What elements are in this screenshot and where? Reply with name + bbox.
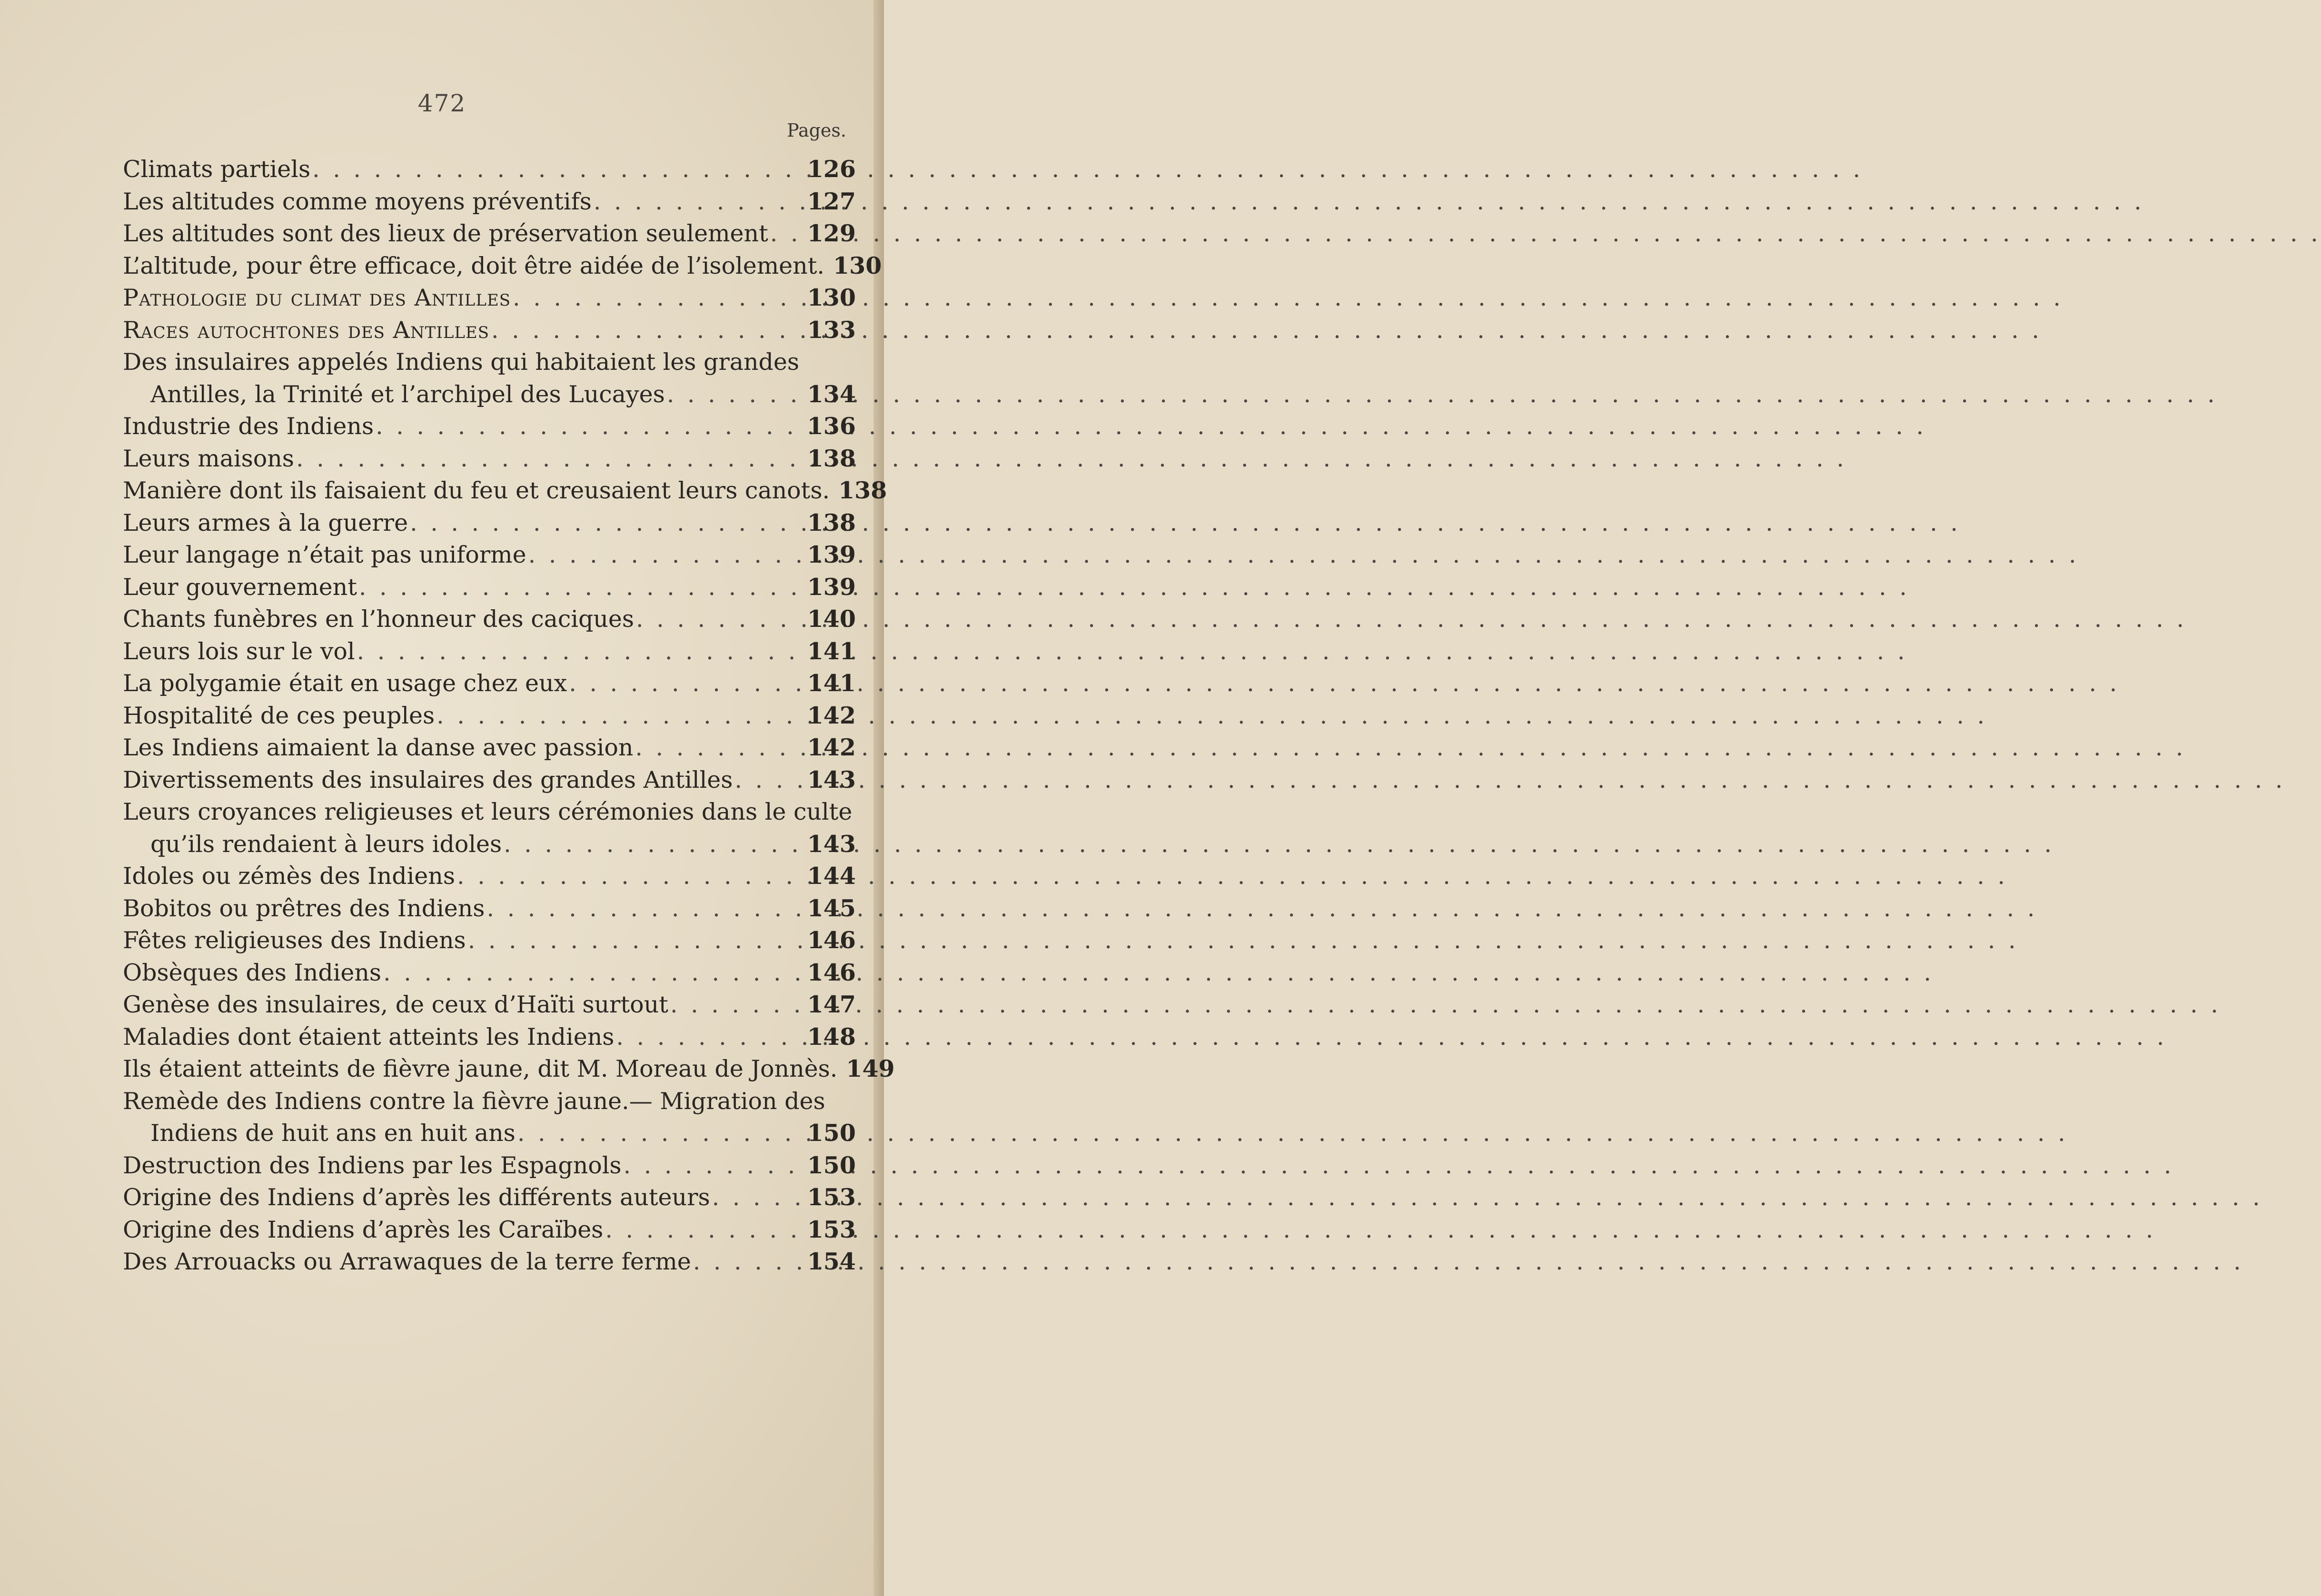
entry-page: 148	[807, 1022, 856, 1051]
toc-entry	[123, 860, 856, 892]
entry-title: Climats partiels	[123, 156, 311, 183]
toc-entry	[123, 507, 856, 539]
toc-entry	[123, 1246, 856, 1278]
entry-title: Leur langage n’était pas uniforme	[123, 541, 526, 568]
dot-leader	[594, 186, 801, 218]
entry-title: Leur gouvernement	[123, 573, 357, 601]
entry-title: Les Indiens aimaient la danse avec passion	[123, 734, 634, 761]
entry-title: Ils étaient atteints de fièvre jaune, dit M. Moreau de Jonnès.	[123, 1055, 838, 1082]
entry-page: 136	[807, 412, 856, 440]
entry-page: 130	[833, 251, 882, 279]
entry-page: 144	[807, 862, 856, 890]
entry-title-line-1: Leurs croyances religieuses et leurs cérémonies dans le culte	[123, 798, 853, 825]
entry-page: 150	[807, 1119, 856, 1147]
dot-leader	[383, 957, 801, 989]
entry-page: 140	[807, 605, 856, 633]
toc-entry	[123, 539, 856, 571]
entry-title: Les altitudes sont des lieux de préservation seulement	[123, 220, 768, 247]
toc-entry	[123, 153, 856, 186]
dot-leader	[636, 603, 801, 635]
entry-page: 142	[807, 734, 856, 761]
table-of-contents	[123, 153, 895, 1278]
toc-entry	[123, 250, 882, 282]
entry-page: 153	[807, 1215, 856, 1243]
entry-page: 142	[807, 701, 856, 729]
dot-leader	[410, 507, 801, 539]
entry-title: Destruction des Indiens par les Espagnols	[123, 1151, 622, 1179]
entry-title: Idoles ou zémès des Indiens	[123, 862, 455, 890]
toc-entry	[123, 1181, 856, 1214]
entry-title: Origine des Indiens d’après les différents auteurs	[123, 1184, 710, 1211]
dot-leader	[667, 378, 801, 411]
dot-leader	[734, 764, 800, 796]
entry-page: 143	[807, 765, 856, 793]
entry-title: Hospitalité de ces peuples	[123, 702, 435, 729]
entry-title: Bobitos ou prêtres des Indiens	[123, 894, 485, 922]
entry-title: Divertissements des insulaires des grandes Antilles	[123, 766, 733, 793]
entry-title: Fêtes religieuses des Indiens	[123, 927, 466, 954]
toc-entry	[123, 603, 856, 635]
toc-entry	[123, 957, 856, 989]
dot-leader	[528, 539, 801, 571]
entry-page: 149	[846, 1055, 895, 1082]
entry-page: 134	[807, 380, 856, 408]
entry-page: 141	[807, 669, 856, 697]
toc-entry	[123, 700, 856, 732]
toc-entry	[123, 989, 856, 1021]
entry-page: 154	[807, 1248, 856, 1275]
entry-page: 147	[807, 991, 856, 1018]
toc-entry	[123, 346, 856, 410]
toc-entry	[123, 1085, 856, 1150]
dot-leader	[635, 732, 800, 764]
entry-title: Maladies dont étaient atteints les Indiens	[123, 1023, 615, 1051]
entry-title: Manière dont ils faisaient du feu et creusaient leurs canots.	[123, 477, 830, 504]
entry-title: La polygamie était en usage chez eux	[123, 670, 567, 697]
toc-entry	[123, 1214, 856, 1246]
entry-page: 146	[807, 926, 856, 954]
dot-leader	[693, 1246, 801, 1278]
dot-leader	[312, 153, 801, 186]
dot-leader	[624, 1150, 801, 1182]
dot-leader	[486, 892, 800, 925]
entry-title-line-1: Des insulaires appelés Indiens qui habitaient les grandes	[123, 348, 800, 376]
entry-title: L’altitude, pour être efficace, doit être aidée de l’isolement.	[123, 252, 824, 279]
entry-page: 141	[807, 637, 856, 665]
entry-page: 138	[807, 444, 856, 472]
toc-entry	[123, 796, 856, 860]
entry-title: Leurs lois sur le vol	[123, 637, 355, 665]
toc-entry	[123, 443, 856, 475]
toc-entry	[123, 635, 856, 668]
dot-leader	[616, 1021, 800, 1053]
toc-entry	[123, 924, 856, 957]
entry-title: Leurs maisons	[123, 445, 294, 472]
entry-page: 129	[807, 219, 856, 247]
page-number: 472	[417, 89, 466, 117]
toc-entry	[123, 475, 887, 507]
pages-column-label: Pages.	[787, 120, 846, 141]
entry-title: Chants funèbres en l’honneur des caciques	[123, 605, 635, 633]
toc-entry	[123, 1150, 856, 1182]
dot-leader	[513, 282, 801, 314]
entry-title: Indiens de huit ans en huit ans	[150, 1120, 516, 1147]
toc-entry	[123, 1021, 856, 1053]
book-page	[0, 0, 895, 1596]
toc-entry	[123, 764, 856, 796]
dot-leader	[504, 828, 801, 861]
toc-entry	[123, 667, 856, 700]
toc-entry	[123, 314, 856, 347]
entry-page: 127	[807, 187, 856, 215]
entry-title: Antilles, la Trinité et l’archipel des Lucayes	[150, 380, 665, 408]
toc-entry	[123, 732, 856, 764]
entry-title: qu’ils rendaient à leurs idoles	[150, 830, 502, 858]
dot-leader	[670, 989, 801, 1021]
entry-page: 143	[807, 830, 856, 858]
entry-title: Origine des Indiens d’après les Caraïbes	[123, 1216, 604, 1243]
entry-page: 133	[807, 316, 856, 344]
entry-title: Les altitudes comme moyens préventifs	[123, 188, 592, 215]
entry-page: 138	[838, 476, 887, 504]
entry-page: 146	[807, 958, 856, 986]
entry-page: 138	[807, 508, 856, 536]
dot-leader	[517, 1117, 801, 1150]
toc-entry	[123, 571, 856, 604]
entry-page: 150	[807, 1151, 856, 1179]
entry-title: Pathologie du climat des Antilles	[123, 284, 511, 311]
toc-entry	[123, 892, 856, 925]
entry-page: 145	[807, 894, 856, 922]
entry-page: 130	[807, 284, 856, 311]
entry-title: Leurs armes à la guerre	[123, 509, 408, 536]
dot-leader	[491, 314, 801, 347]
dot-leader	[436, 700, 801, 732]
dot-leader	[569, 667, 800, 700]
entry-page: 139	[807, 573, 856, 601]
dot-leader	[770, 218, 801, 250]
entry-title: Des Arrouacks ou Arrawaques de la terre ferme	[123, 1248, 691, 1275]
entry-title: Obsèques des Indiens	[123, 959, 382, 986]
dot-leader	[605, 1214, 800, 1246]
dot-leader	[359, 571, 801, 604]
toc-entry	[123, 218, 856, 250]
entry-page: 126	[807, 155, 856, 183]
entry-title: Races autochtones des Antilles	[123, 316, 490, 344]
entry-page: 153	[807, 1183, 856, 1211]
dot-leader	[376, 410, 801, 443]
dot-leader	[468, 924, 801, 957]
dot-leader	[457, 860, 801, 892]
entry-page: 139	[807, 541, 856, 568]
dot-leader	[296, 443, 801, 475]
dot-leader	[712, 1181, 801, 1214]
entry-title: Industrie des Indiens	[123, 413, 374, 440]
toc-entry	[123, 1053, 895, 1085]
entry-title-line-1: Remède des Indiens contre la fièvre jaune.— Migration des	[123, 1087, 825, 1115]
toc-entry	[123, 282, 856, 314]
dot-leader	[357, 635, 801, 668]
toc-entry	[123, 186, 856, 218]
entry-title: Genèse des insulaires, de ceux d’Haïti surtout	[123, 991, 668, 1018]
toc-entry	[123, 410, 856, 443]
